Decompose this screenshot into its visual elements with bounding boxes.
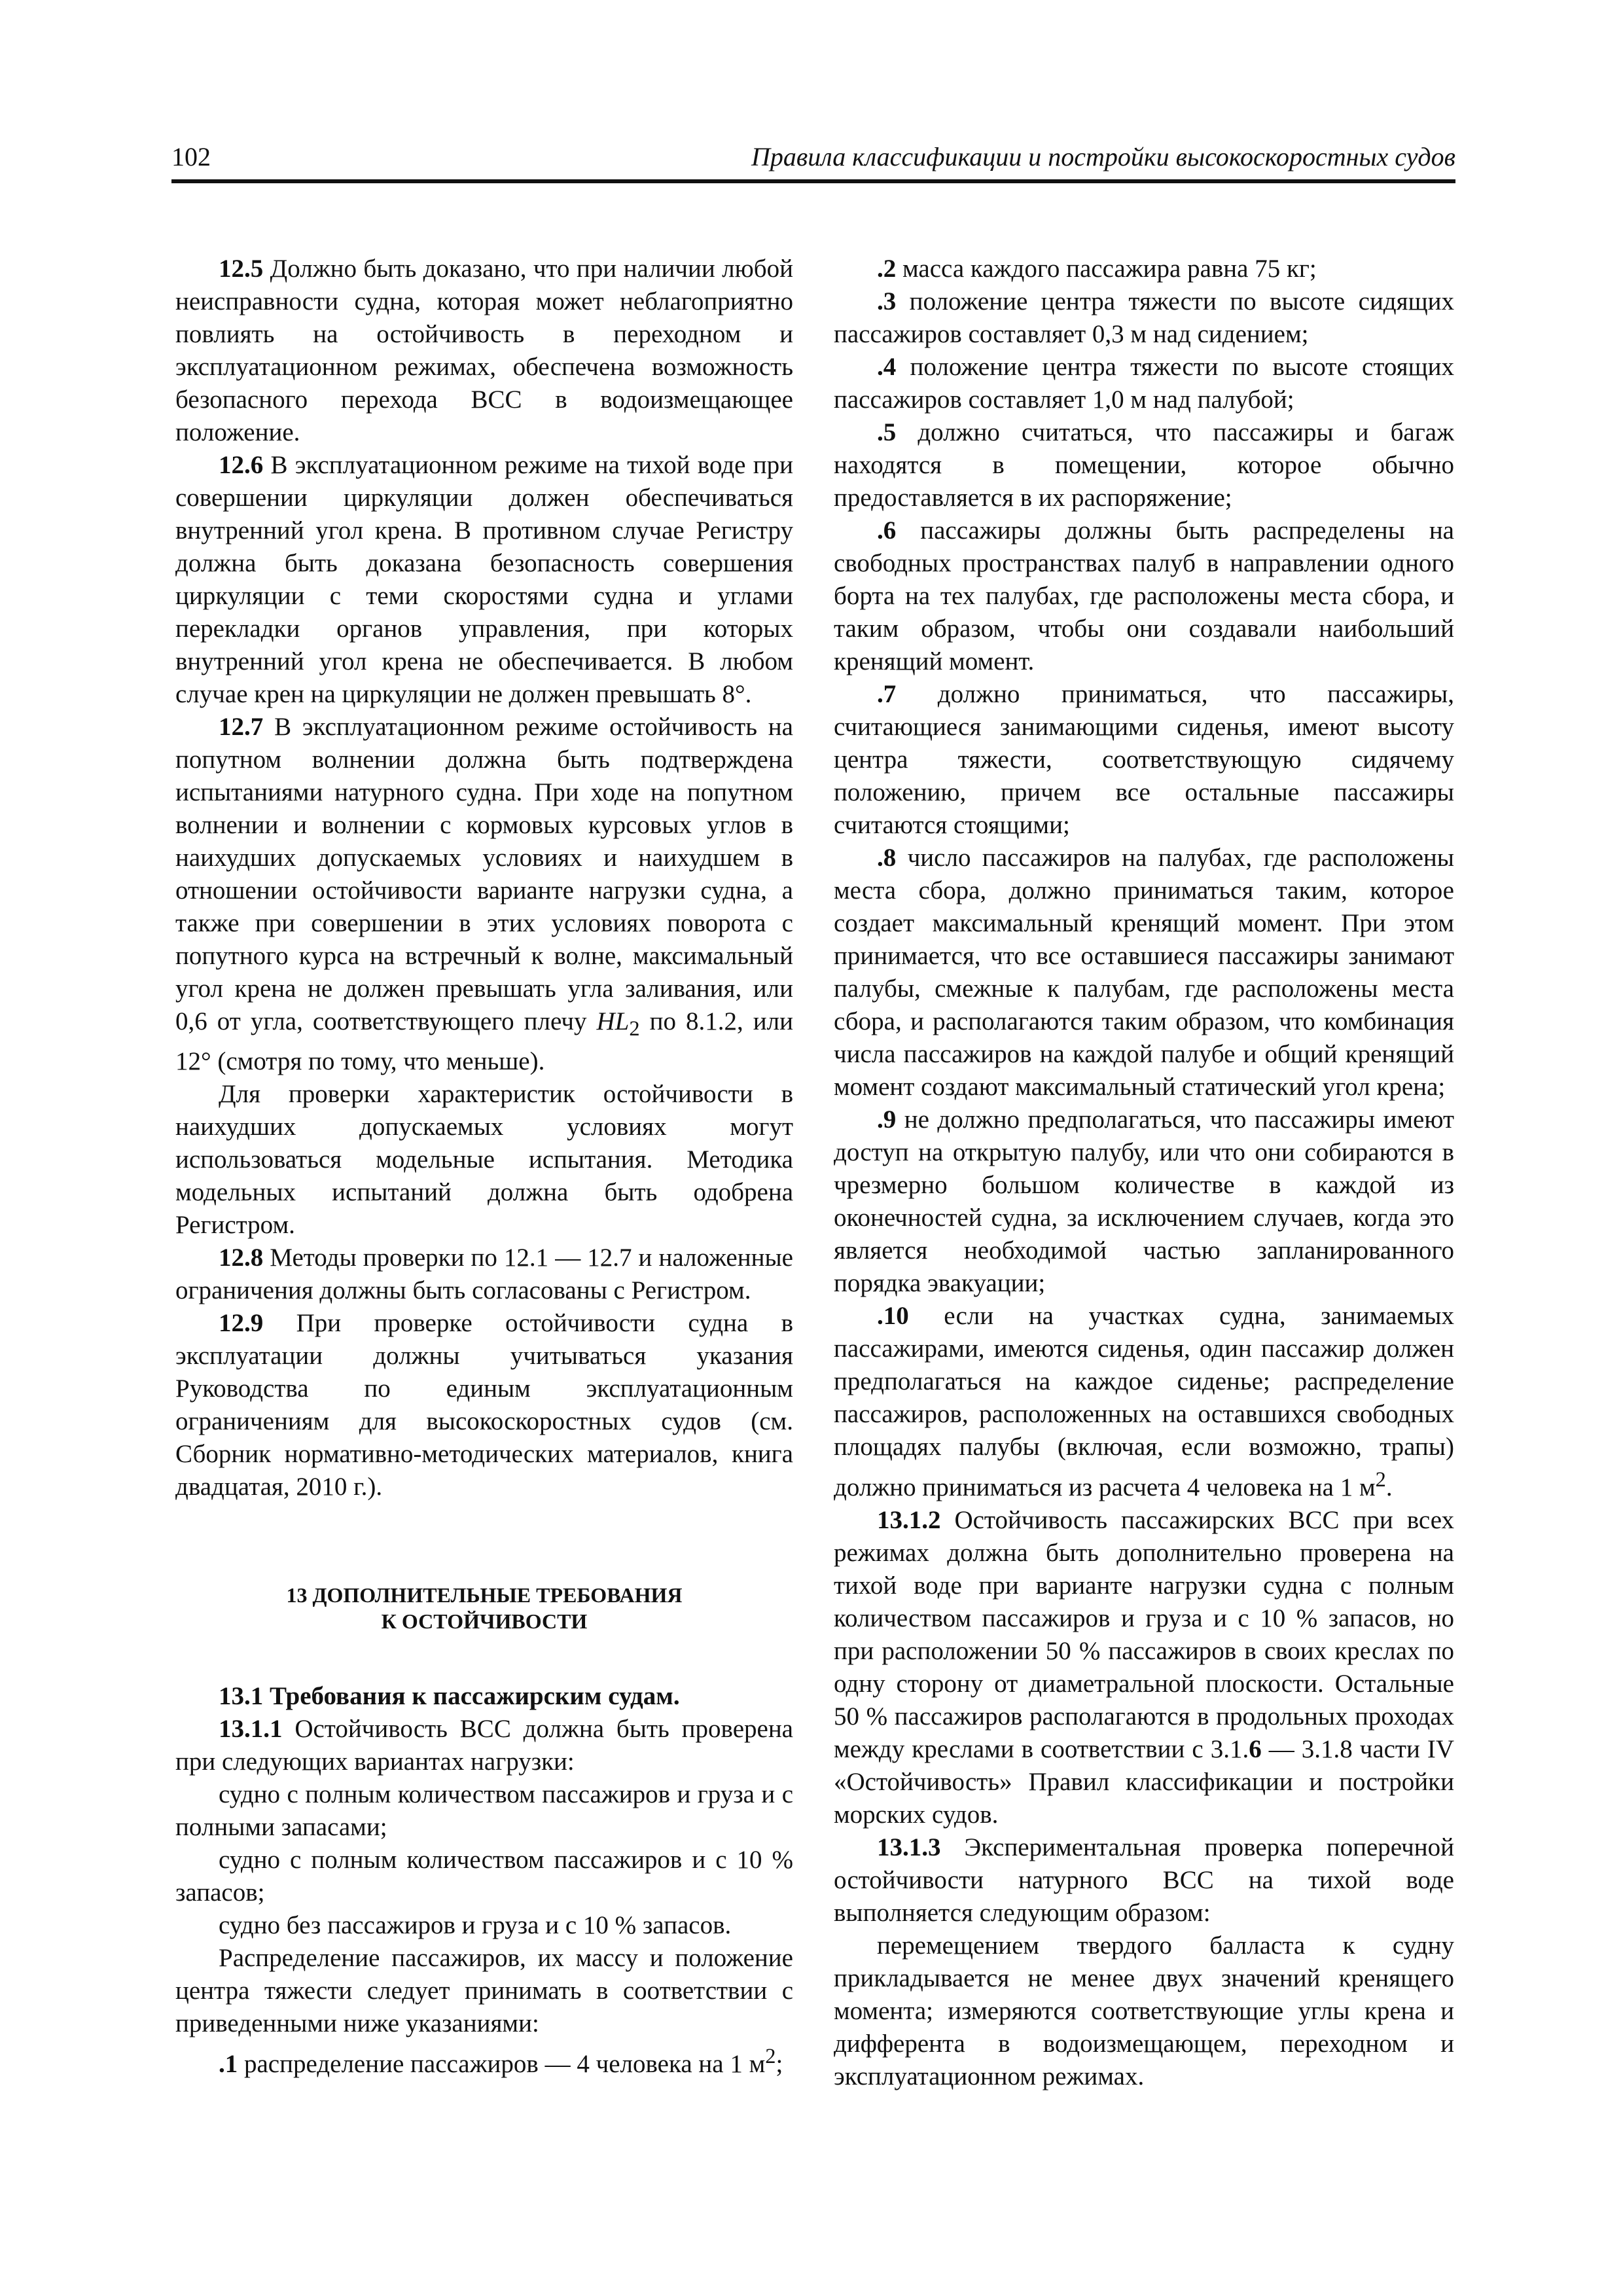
- load-case-3: судно без пассажиров и груза и с 10 % запасов.: [219, 1910, 732, 1939]
- paragraph-distribution: Распределение пассажиров, их массу и положение центра тяжести следует принимать в соответствии с приведенными ниже указаниями:: [175, 1943, 793, 2037]
- list-item-2: [834, 253, 1454, 285]
- item-text: должно считаться, что пассажиры и багаж находятся в помещении, которое обычно предоставляется в их распоряжение;: [834, 418, 1454, 512]
- lever-subscript: 2: [629, 1016, 640, 1041]
- item-number: .2: [877, 255, 897, 283]
- item-number: .5: [877, 418, 897, 446]
- load-case-2: судно с полным количеством пассажиров и с 10 % запасов;: [175, 1845, 793, 1907]
- left-column: [175, 253, 793, 2081]
- item-number: .6: [877, 516, 897, 545]
- clause-text: — 3.1.8 части IV «Остойчивость» Правил классификации и постройки морских судов.: [834, 1735, 1454, 1829]
- clause-text: При проверке остойчивости судна в эксплуатации должны учитываться указания Руководства по единым эксплуатационным ограничениям для высокоскоростных судов (см. Сборник нормативно-методических материалов, книга двадцатая, 2010 г.).: [175, 1308, 793, 1501]
- item-text: положение центра тяжести по высоте стоящих пассажиров составляет 1,0 м над палубой;: [834, 353, 1454, 414]
- paragraph-ballast: перемещением твердого балласта к судну прикладывается не менее двух значений кренящего момента; измеряются соответствующие углы крена и дифферента в водоизмещающем, переходном и эксплуатационном режимах.: [834, 1931, 1454, 2090]
- clause-number: 12.8: [219, 1243, 264, 1272]
- item-number: .10: [877, 1302, 909, 1330]
- lever-symbol: HL: [596, 1007, 630, 1035]
- item-number: .8: [877, 844, 897, 872]
- item-number: .9: [877, 1105, 897, 1134]
- item-number: .4: [877, 353, 897, 381]
- item-text: должно приниматься, что пассажиры, считающиеся занимающими сиденья, имеют высоту центра тяжести, соответствующую сидячему положению, причем все остальные пассажиры считаются стоящими;: [834, 680, 1454, 839]
- list-item-3: [834, 285, 1454, 351]
- item-tail: .: [1385, 1473, 1393, 1501]
- item-number: .7: [877, 680, 897, 708]
- item-text: если на участках судна, занимаемых пассажирами, имеются сиденья, один пассажир должен предполагаться на каждое сиденье; распределение пассажиров, расположенных на оставшихся свободных площадях палубы (включая, если возможно, трапы) должно приниматься из расчета 4 человека на 1 м: [834, 1302, 1454, 1501]
- list-item-6: [834, 514, 1454, 678]
- clause-text: В эксплуатационном режиме на тихой воде при совершении циркуляции должен обеспечиваться внутренний угол крена. В противном случае Регистру должна быть доказана безопасность совершения циркуляции с теми скоростями судна и углами перекладки органов управления, при которых внутренний угол крена не обеспечивается. В любом случае крен на циркуляции не должен превышать 8°.: [175, 451, 793, 708]
- subsection-13-1-heading: 13.1 Требования к пассажирским судам.: [219, 1681, 680, 1710]
- item-text: пассажиры должны быть распределены на свободных пространствах палуб в направлении одного борта на тех палубах, где расположены места сбора, и таким образом, чтобы они создавали наибольший кренящий момент.: [834, 516, 1454, 675]
- paragraph-12-6: [175, 449, 793, 711]
- superscript: 2: [765, 2044, 776, 2068]
- clause-text: Остойчивость пассажирских ВСС при всех режимах должна быть дополнительно проверена на тихой воде при варианте нагрузки судна с полным количеством пассажиров и груза и с 10 % запасов, но при расположении 50 % пассажиров в своих креслах по одну сторону от диаметральной плоскости. Остальные 50 % пассажиров располагаются в продольных проходах между креслами в соответствии с 3.1.: [834, 1506, 1454, 1763]
- clause-number: 12.7: [219, 713, 264, 741]
- item-text: распределение пассажиров — 4 человека на 1 м: [238, 2049, 766, 2078]
- clause-number: 12.9: [219, 1308, 264, 1337]
- clause-number: 12.5: [219, 255, 264, 283]
- paragraph-12-9: [175, 1307, 793, 1503]
- section-heading-line: К ОСТОЙЧИВОСТИ: [381, 1609, 588, 1633]
- item-text: число пассажиров на палубах, где расположены места сбора, должно приниматься таким, которое создает максимальный кренящий момент. При этом принимается, что все оставшиеся пассажиры занимают палубы, смежные к палубам, где расположены места сбора, и располагаются таким образом, что комбинация числа пассажиров на каждой палубе и общий кренящий момент создают максимальный статический угол крена;: [834, 844, 1454, 1101]
- item-number: .1: [219, 2049, 238, 2078]
- paragraph-model-tests: Для проверки характеристик остойчивости в наихудших допускаемых условиях могут использоваться модельные испытания. Методика модельных испытаний должна быть одобрена Регистром.: [175, 1079, 793, 1239]
- clause-text: Должно быть доказано, что при наличии любой неисправности судна, которая может неблагоприятно повлиять на остойчивость в переходном и эксплуатационном режимах, обеспечена возможность безопасного перехода ВСС в водоизмещающее положение.: [175, 255, 793, 446]
- superscript: 2: [1375, 1468, 1386, 1492]
- clause-text: Остойчивость ВСС должна быть проверена при следующих вариантах нагрузки:: [175, 1714, 793, 1776]
- list-item-4: [834, 351, 1454, 416]
- page-header: [171, 139, 1455, 183]
- list-item-8: [834, 842, 1454, 1103]
- list-item-9: [834, 1103, 1454, 1300]
- section-13-heading: [175, 1582, 793, 1634]
- item-text: положение центра тяжести по высоте сидящих пассажиров составляет 0,3 м над сидением;: [834, 287, 1454, 348]
- clause-number: 13.1.2: [877, 1506, 941, 1534]
- clause-number: 12.6: [219, 451, 264, 479]
- item-number: .3: [877, 287, 897, 315]
- paragraph-13-1-1: [175, 1713, 793, 1778]
- clause-text: по 8.1.2, или 12° (смотря по тому, что меньше).: [175, 1007, 793, 1075]
- paragraph-13-1-3: [834, 1831, 1454, 1929]
- item-text: масса каждого пассажира равна 75 кг;: [896, 255, 1317, 283]
- list-item-5: [834, 416, 1454, 514]
- paragraph-12-5: [175, 253, 793, 449]
- running-title: Правила классификации и постройки высокоскоростных судов: [751, 142, 1455, 171]
- right-column: [834, 253, 1454, 2093]
- paragraph-13-1-2: [834, 1504, 1454, 1831]
- clause-text: В эксплуатационном режиме остойчивость на попутном волнении должна быть подтверждена испытаниями натурного судна. При ходе на попутном волнении и волнении с кормовых курсовых углов в наихудших допускаемых условиях и наихудшем в отношении остойчивости варианте нагрузки судна, а также при совершении в этих условиях поворота с попутного курса на встречный к волне, максимальный угол крена не должен превышать угла заливания, или 0,6 от угла, соответствующего плечу: [175, 713, 793, 1035]
- list-item-7: [834, 678, 1454, 842]
- clause-reference: 6: [1249, 1735, 1262, 1763]
- page-number: 102: [171, 142, 211, 171]
- clause-text: Экспериментальная проверка поперечной остойчивости натурного ВСС на тихой воде выполняется следующим образом:: [834, 1833, 1454, 1927]
- section-heading-line: 13 ДОПОЛНИТЕЛЬНЫЕ ТРЕБОВАНИЯ: [286, 1583, 683, 1607]
- paragraph-12-7: [175, 711, 793, 1078]
- clause-text: Методы проверки по 12.1 — 12.7 и наложенные ограничения должны быть согласованы с Регистром.: [175, 1243, 793, 1304]
- clause-number: 13.1.1: [219, 1714, 283, 1743]
- clause-number: 13.1.3: [877, 1833, 941, 1861]
- item-tail: ;: [776, 2049, 783, 2078]
- list-item-1: [175, 2040, 793, 2081]
- load-case-1: судно с полным количеством пассажиров и груза и с полными запасами;: [175, 1780, 793, 1841]
- paragraph-12-8: [175, 1242, 793, 1307]
- list-item-10: [834, 1300, 1454, 1504]
- item-text: не должно предполагаться, что пассажиры имеют доступ на открытую палубу, или что они собираются в чрезмерно большом количестве в каждой из оконечностей судна, за исключением случаев, когда это является необходимой частью запланированного порядка эвакуации;: [834, 1105, 1454, 1297]
